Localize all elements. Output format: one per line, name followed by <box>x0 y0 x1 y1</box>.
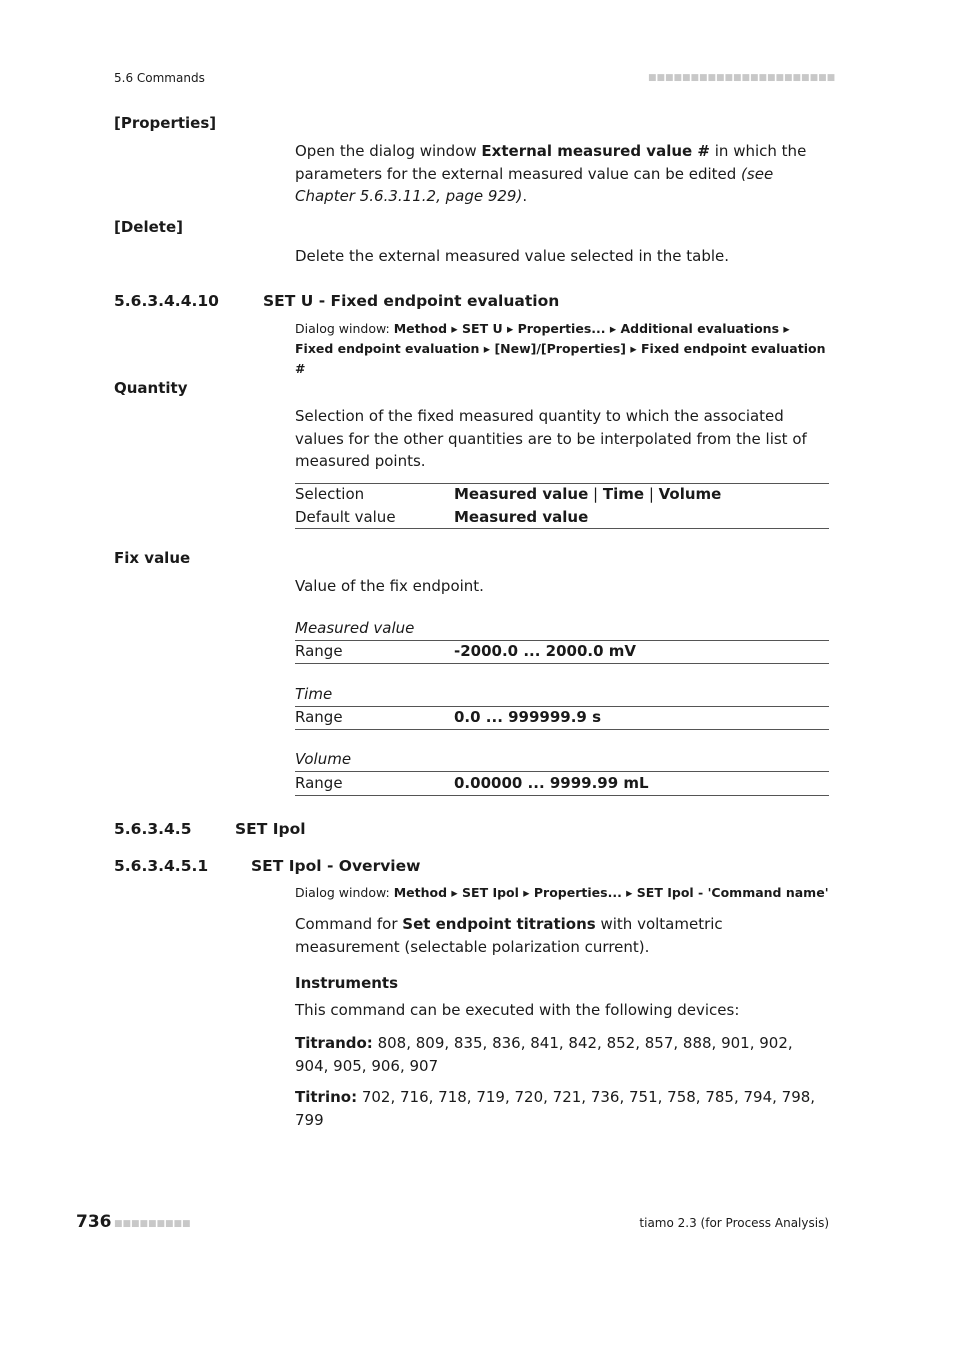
dialog-prefix: Dialog window: <box>295 321 394 336</box>
group-label-measured-value: Measured value <box>295 619 415 637</box>
row-value: 0.0 ... 999999.9 s <box>454 708 602 726</box>
dialog-prefix: Dialog window: <box>295 885 394 900</box>
fix-value-term: Fix value <box>114 549 191 567</box>
section-ipol-dialog-path <box>295 883 829 903</box>
range-table <box>295 772 829 795</box>
running-header-section: 5.6 Commands <box>114 71 205 85</box>
footer-product-name: tiamo 2.3 (for Process Analysis) <box>639 1216 829 1230</box>
table-row <box>295 506 829 529</box>
group-bottom-rule <box>295 729 829 730</box>
delete-term: [Delete] <box>114 218 183 236</box>
group-label-volume: Volume <box>295 750 352 768</box>
group-bottom-rule <box>295 663 829 664</box>
titrando-devices: Titrando: 808, 809, 835, 836, 841, 842, 852, 857, 888, 901, 902, 904, 905, 906, 907 <box>295 1034 793 1075</box>
properties-term: [Properties] <box>114 114 217 132</box>
table-row <box>295 483 829 506</box>
quantity-term: Quantity <box>114 379 188 397</box>
properties-chapter-ref: (see Chapter 5.6.3.11.2, page 929) <box>295 164 774 205</box>
row-key: Default value <box>295 507 396 526</box>
row-value: 0.00000 ... 9999.99 mL <box>454 774 649 792</box>
properties-text-e: . <box>522 187 528 205</box>
instruments-description: This command can be executed with the following devices: <box>295 1001 740 1019</box>
delete-description: Delete the external measured value selected in the table. <box>295 247 730 265</box>
header-decoration-dots: ■■■■■■■■■■■■■■■■■■■■■■ <box>648 73 836 83</box>
table-row <box>295 772 829 795</box>
table-row <box>295 640 829 663</box>
instruments-heading: Instruments <box>295 974 399 992</box>
quantity-table-bottom-rule <box>295 528 829 529</box>
section-ipol-overview-number: 5.6.3.4.5.1 <box>114 857 209 875</box>
row-value: -2000.0 ... 2000.0 mV <box>454 642 636 660</box>
range-table <box>295 640 829 663</box>
quantity-description: Selection of the fixed measured quantity to which the associated values for the other quantities are to be interpolated from the list of measured points. <box>295 407 807 470</box>
fix-value-description: Value of the fix endpoint. <box>295 577 484 595</box>
dialog-path: Method ▸ SET Ipol ▸ Properties... ▸ SET Ipol - 'Command name' <box>393 885 829 900</box>
row-value: Measured value <box>454 507 589 526</box>
section-fixed-title: SET U - Fixed endpoint evaluation <box>263 292 560 310</box>
dialog-path: Method ▸ SET U ▸ Properties... ▸ Additional evaluations ▸ Fixed endpoint evaluation ▸ [New]/[Properties] ▸ Fixed endpoint evaluation # <box>295 321 826 376</box>
table-row <box>295 706 829 729</box>
quantity-table <box>295 483 829 528</box>
row-key: Range <box>295 708 343 726</box>
row-key: Range <box>295 642 343 660</box>
section-ipol-number: 5.6.3.4.5 <box>114 820 192 838</box>
group-label-time: Time <box>295 685 333 703</box>
section-fixed-number: 5.6.3.4.4.10 <box>114 292 219 310</box>
section-ipol-overview-title: SET Ipol - Overview <box>251 857 421 875</box>
properties-text-a: Open the dialog window <box>295 142 482 160</box>
row-key: Range <box>295 774 343 792</box>
range-table <box>295 706 829 729</box>
row-value: Measured value | Time | Volume <box>454 485 722 503</box>
row-key: Selection <box>295 485 365 503</box>
page-number: 736 <box>76 1212 112 1232</box>
properties-text-c: in which the parameters for the external measured value can be edited <box>295 142 807 183</box>
group-bottom-rule <box>295 795 829 796</box>
properties-description <box>295 140 829 208</box>
properties-dialog-name: External measured value # <box>481 142 710 160</box>
section-fixed-dialog-path <box>295 319 829 379</box>
ipol-command-description: Command for Set endpoint titrations with voltametric measurement (selectable polarization current). <box>295 915 723 956</box>
section-ipol-title: SET Ipol <box>235 820 306 838</box>
footer-decoration-dots: ■■■■■■■■■ <box>114 1219 191 1229</box>
titrino-devices: Titrino: 702, 716, 718, 719, 720, 721, 736, 751, 758, 785, 794, 798, 799 <box>295 1088 816 1129</box>
